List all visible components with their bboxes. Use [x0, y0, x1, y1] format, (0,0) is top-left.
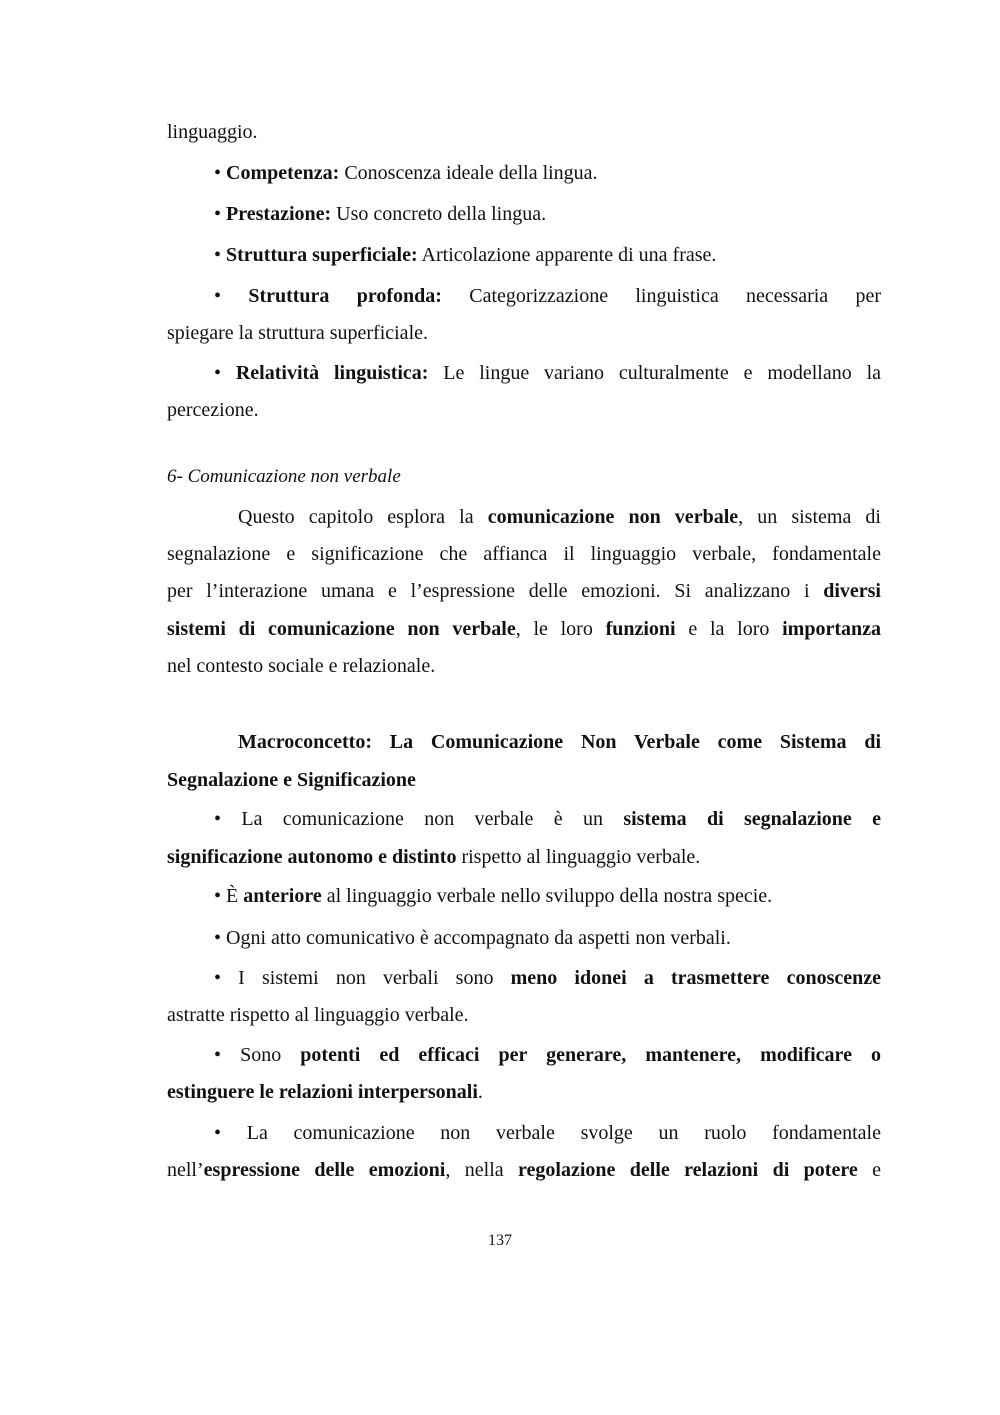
bullet: • [214, 203, 222, 225]
bullet-item-cont: estinguere le relazioni interpersonali. [167, 1081, 483, 1103]
page-number: 137 [488, 1232, 512, 1249]
bullet-item-cont: significazione autonomo e distinto rispetto al linguaggio verbale. [167, 846, 701, 868]
paragraph-line: nel contesto sociale e relazionale. [167, 655, 436, 677]
paragraph-line: Questo capitolo esplora la comunicazione non verbale, un sistema di [238, 506, 881, 528]
bullet-item-cont: nell’espressione delle emozioni, nella regolazione delle relazioni di potere e [167, 1159, 881, 1181]
term-definition: Articolazione apparente di una frase. [417, 244, 717, 266]
term-label: Struttura profonda: [248, 285, 442, 307]
term-definition: Categorizzazione linguistica necessaria per [441, 285, 882, 307]
bullet: • [214, 244, 222, 266]
paragraph-line: sistemi di comunicazione non verbale, le loro funzioni e la loro importanza [167, 618, 881, 640]
term-item-continuation: percezione. [167, 399, 259, 421]
bullet: • [214, 162, 222, 184]
bullet-item: • Ogni atto comunicativo è accompagnato da aspetti non verbali. [214, 927, 731, 949]
term-definition: Conoscenza ideale della lingua. [339, 162, 598, 184]
intro-tail: linguaggio. [167, 121, 258, 143]
term-item-struttura-profonda [214, 284, 881, 308]
bullet: • [214, 362, 222, 384]
section-heading: 6- Comunicazione non verbale [167, 466, 401, 487]
bullet: • [214, 285, 222, 307]
term-label: Relatività linguistica: [235, 362, 429, 384]
bullet-item: • I sistemi non verbali sono meno idonei a trasmettere conoscenze [214, 967, 881, 989]
term-label: Prestazione: [226, 203, 332, 225]
paragraph-line: per l’interazione umana e l’espressione delle emozioni. Si analizzano i diversi [167, 580, 881, 602]
bullet-item-cont: astratte rispetto al linguaggio verbale. [167, 1004, 469, 1026]
term-item-continuation: spiegare la struttura superficiale. [167, 322, 428, 344]
paragraph-line: segnalazione e significazione che affianca il linguaggio verbale, fondamentale [167, 543, 881, 565]
term-item-competenza [214, 161, 598, 185]
term-item-struttura-superficiale [214, 243, 716, 267]
term-label: Struttura superficiale: [226, 244, 418, 266]
term-label: Competenza: [226, 162, 340, 184]
bullet-item: • È anteriore al linguaggio verbale nello sviluppo della nostra specie. [214, 885, 773, 907]
bullet-item: • Sono potenti ed efficaci per generare, mantenere, modificare o [214, 1044, 882, 1066]
bullet-item: • La comunicazione non verbale svolge un ruolo fondamentale [214, 1122, 881, 1144]
term-item-relativita [214, 361, 881, 385]
macroconcept-heading: Macroconcetto: La Comunicazione Non Verbale come Sistema di [238, 731, 881, 753]
macroconcept-heading-cont: Segnalazione e Significazione [167, 769, 416, 791]
term-item-prestazione [214, 202, 546, 226]
bullet-item: • La comunicazione non verbale è un sistema di segnalazione e [214, 808, 881, 830]
term-definition: Uso concreto della lingua. [331, 203, 547, 225]
term-definition: Le lingue variano culturalmente e modellano la [428, 362, 882, 384]
